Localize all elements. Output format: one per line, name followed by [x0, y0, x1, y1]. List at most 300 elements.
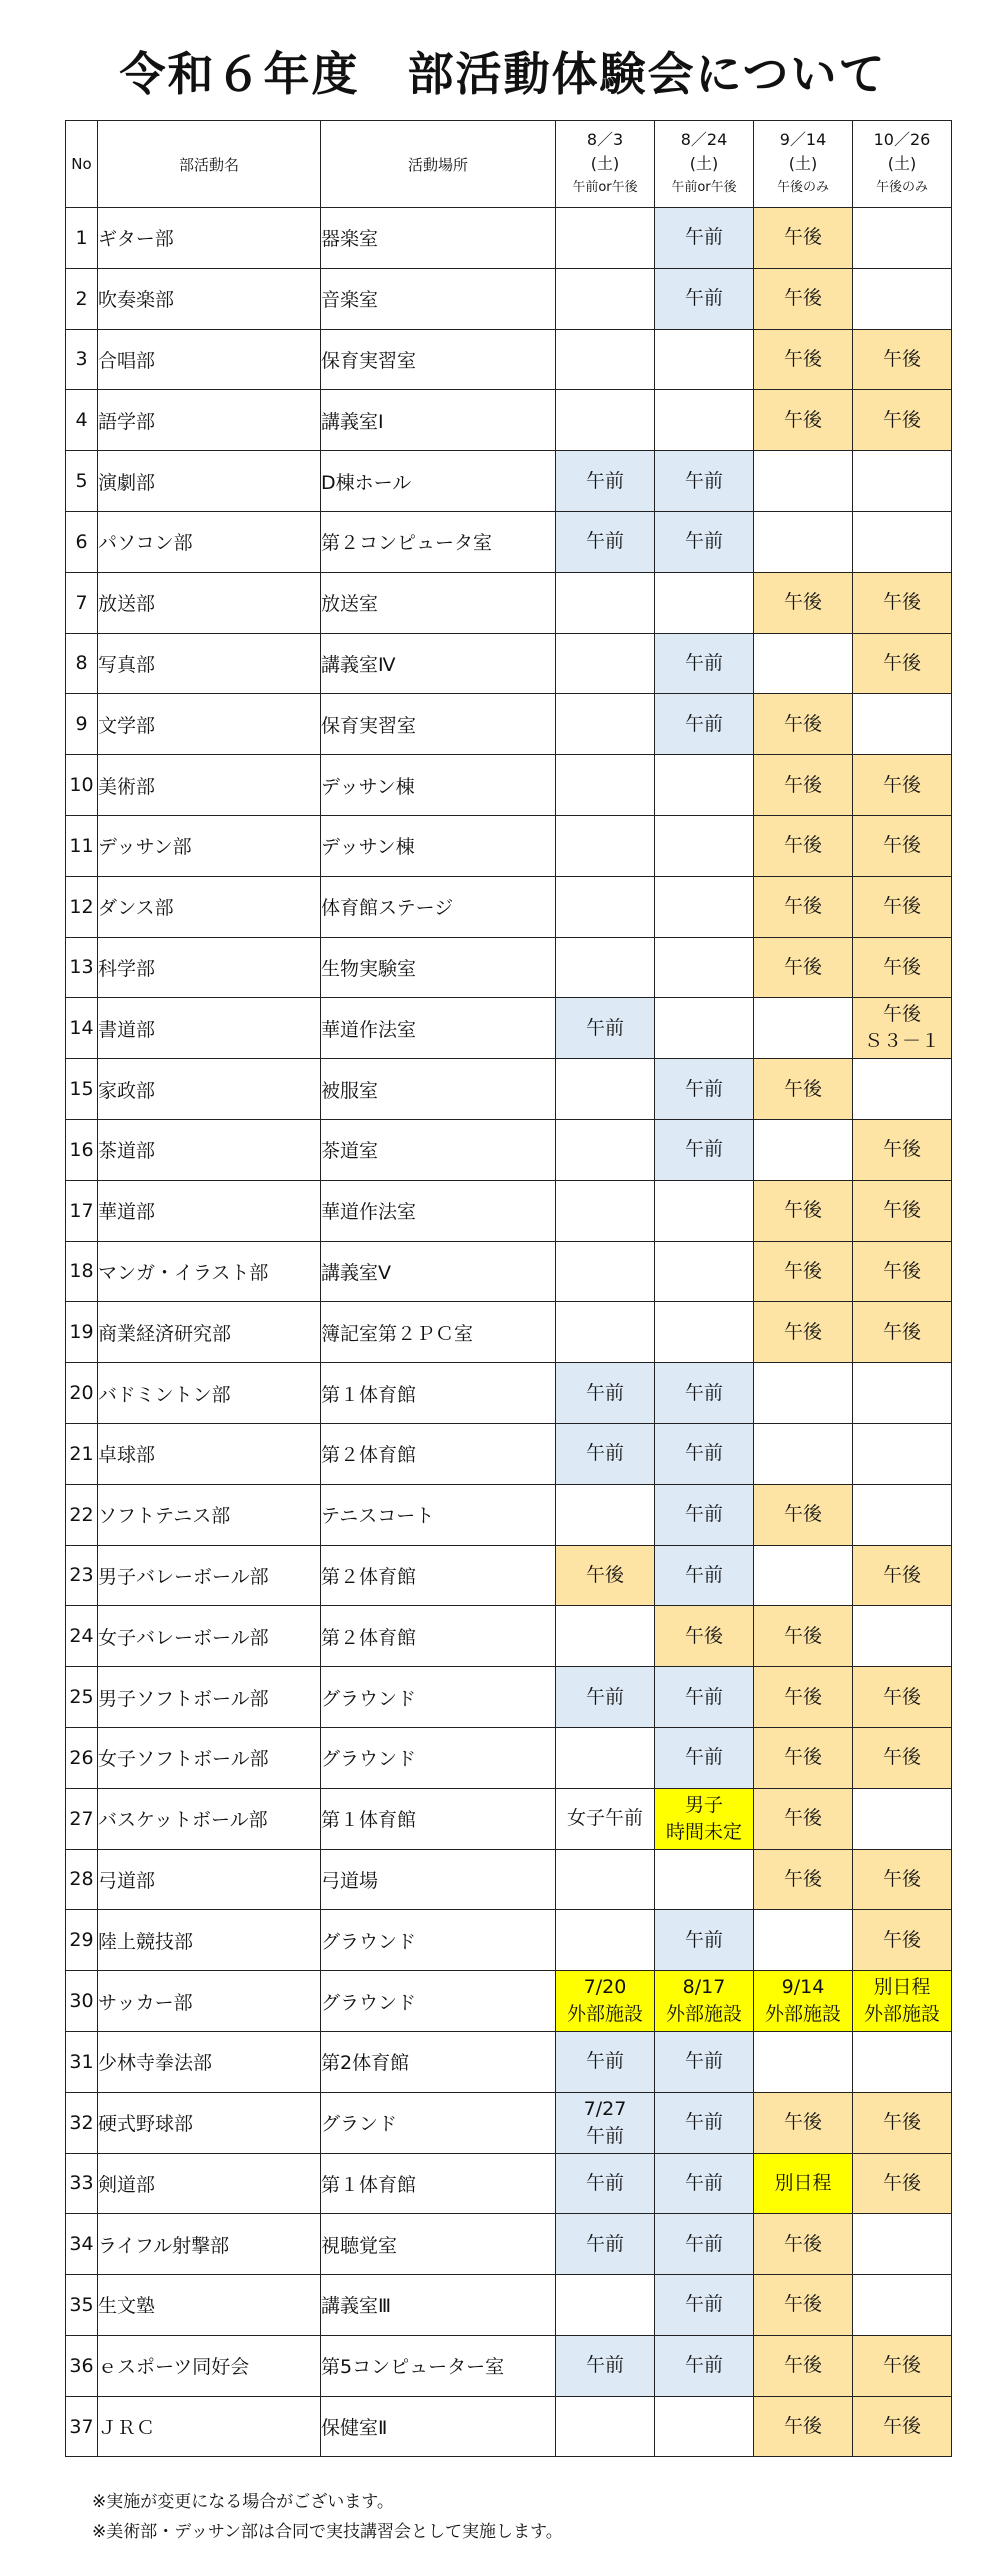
schedule-text: 午前 [684, 2293, 723, 2316]
schedule-cell [655, 755, 754, 816]
schedule-cell [556, 511, 655, 572]
club-name: サッカー部 [98, 1971, 321, 2032]
schedule-cell [754, 1788, 853, 1849]
activity-place: 第5コンピューター室 [321, 2335, 556, 2396]
table-row [66, 1727, 952, 1788]
schedule-cell [853, 451, 952, 512]
schedule-cell [853, 390, 952, 451]
schedule-text: 午前 [585, 1685, 624, 1708]
schedule-cell [754, 2396, 853, 2457]
row-number: 32 [66, 2092, 98, 2153]
schedule-text: 午後 [882, 408, 921, 431]
table-row [66, 511, 952, 572]
schedule-cell [853, 511, 952, 572]
schedule-cell [556, 694, 655, 755]
schedule-cell [754, 1727, 853, 1788]
schedule-text: 午前 [684, 651, 723, 674]
schedule-text: 女子午前 [566, 1807, 643, 1830]
schedule-text: 午後 [783, 1807, 822, 1830]
schedule-text: 午前 [684, 2232, 723, 2255]
schedule-cell [754, 2031, 853, 2092]
schedule-cell [853, 1119, 952, 1180]
schedule-text: 午後 [882, 955, 921, 978]
schedule-cell [556, 1971, 655, 2032]
schedule-cell [754, 572, 853, 633]
header-date-4 [853, 121, 952, 208]
schedule-cell [655, 1059, 754, 1120]
notes [92, 2487, 563, 2547]
schedule-cell [754, 1971, 853, 2032]
club-name: 書道部 [98, 998, 321, 1059]
row-number: 36 [66, 2335, 98, 2396]
schedule-text: 午前 [585, 469, 624, 492]
header-date-3-date: 9／14 [779, 130, 827, 149]
schedule-cell [556, 268, 655, 329]
schedule-text: 午前 [684, 1138, 723, 1161]
club-name: ｅスポーツ同好会 [98, 2335, 321, 2396]
table-row [66, 694, 952, 755]
schedule-cell [655, 1727, 754, 1788]
table-row [66, 1302, 952, 1363]
activity-place: D棟ホール [321, 451, 556, 512]
activity-place: 華道作法室 [321, 998, 556, 1059]
club-name: 女子ソフトボール部 [98, 1727, 321, 1788]
activity-place: テニスコート [321, 1484, 556, 1545]
activity-place: 第１体育館 [321, 1363, 556, 1424]
header-row [66, 121, 952, 208]
header-date-3-note: 午後のみ [776, 180, 829, 195]
schedule-cell [655, 1484, 754, 1545]
table-row [66, 1119, 952, 1180]
schedule-cell [655, 876, 754, 937]
schedule-text: 午後 [783, 2293, 822, 2316]
schedule-text: 午後 [783, 226, 822, 249]
table-row [66, 451, 952, 512]
schedule-cell [556, 1241, 655, 1302]
schedule-cell [853, 755, 952, 816]
schedule-text: 午後 [783, 347, 822, 370]
row-number: 14 [66, 998, 98, 1059]
schedule-cell [853, 1423, 952, 1484]
table-row [66, 268, 952, 329]
club-name: マンガ・イラスト部 [98, 1241, 321, 1302]
schedule-cell [655, 2153, 754, 2214]
schedule-cell [754, 390, 853, 451]
schedule-cell [853, 1484, 952, 1545]
header-date-3-day: (土) [788, 154, 818, 173]
schedule-cell [556, 1545, 655, 1606]
row-number: 4 [66, 390, 98, 451]
schedule-cell [754, 1059, 853, 1120]
schedule-text: 午後 [783, 287, 822, 310]
club-name: ライフル射撃部 [98, 2214, 321, 2275]
schedule-text: 午前 [684, 2354, 723, 2377]
schedule-text: 午後 [882, 2171, 921, 2194]
schedule-cell [556, 1363, 655, 1424]
schedule-cell [754, 451, 853, 512]
schedule-text: 別日程 [774, 2171, 832, 2194]
schedule-cell [655, 1849, 754, 1910]
table-row [66, 2335, 952, 2396]
activity-place: 音楽室 [321, 268, 556, 329]
row-number: 3 [66, 329, 98, 390]
schedule-cell [556, 1180, 655, 1241]
schedule-cell [853, 1606, 952, 1667]
activity-place: デッサン棟 [321, 815, 556, 876]
header-date-2-day: (土) [689, 154, 719, 173]
schedule-cell [655, 1119, 754, 1180]
activity-place: 講義室Ⅳ [321, 633, 556, 694]
note-line: ※実施が変更になる場合がございます。 [92, 2492, 394, 2512]
schedule-text: 午前 [684, 1563, 723, 1586]
schedule-text: 午後 [783, 1867, 822, 1890]
schedule-text: 午後 [783, 1624, 822, 1647]
club-name: 卓球部 [98, 1423, 321, 1484]
club-name: 女子バレーボール部 [98, 1606, 321, 1667]
header-date-3 [754, 121, 853, 208]
schedule-text: 午後 [882, 773, 921, 796]
schedule-text: 8/17 [682, 1976, 726, 1998]
activity-place: 体育館ステージ [321, 876, 556, 937]
schedule-cell [853, 1971, 952, 2032]
row-number: 25 [66, 1667, 98, 1728]
activity-place: 講義室Ⅲ [321, 2275, 556, 2336]
schedule-cell [754, 1241, 853, 1302]
activity-place: 器楽室 [321, 208, 556, 269]
schedule-cell [754, 1484, 853, 1545]
table-row [66, 2153, 952, 2214]
activity-place: 第２体育館 [321, 1545, 556, 1606]
schedule-cell [655, 937, 754, 998]
schedule-cell [754, 2275, 853, 2336]
schedule-text: 午前 [684, 1746, 723, 1769]
club-name: 家政部 [98, 1059, 321, 1120]
club-name: 合唱部 [98, 329, 321, 390]
row-number: 34 [66, 2214, 98, 2275]
row-number: 20 [66, 1363, 98, 1424]
table-row [66, 2214, 952, 2275]
table-row [66, 876, 952, 937]
schedule-text: 午後 [783, 895, 822, 918]
table-row [66, 998, 952, 1059]
table-row [66, 633, 952, 694]
activity-place: 第２体育館 [321, 1423, 556, 1484]
activity-place: 放送室 [321, 572, 556, 633]
schedule-text: 午後 [882, 347, 921, 370]
schedule-text: 午後 [882, 1685, 921, 1708]
schedule-cell [754, 937, 853, 998]
schedule-text: 午前 [585, 1381, 624, 1404]
club-name: 少林寺拳法部 [98, 2031, 321, 2092]
row-number: 22 [66, 1484, 98, 1545]
schedule-cell [655, 633, 754, 694]
header-date-1-day: (土) [590, 154, 620, 173]
schedule-cell [556, 998, 655, 1059]
table-row [66, 2092, 952, 2153]
schedule-cell [655, 2335, 754, 2396]
schedule-cell [655, 329, 754, 390]
schedule-cell [754, 268, 853, 329]
schedule-text: 午後 [882, 1563, 921, 1586]
club-name: ＪＲＣ [98, 2396, 321, 2457]
table-row [66, 815, 952, 876]
schedule-text: 別日程 [873, 1976, 931, 1998]
club-name: 科学部 [98, 937, 321, 998]
schedule-cell [556, 2031, 655, 2092]
row-number: 10 [66, 755, 98, 816]
table-row [66, 2275, 952, 2336]
schedule-cell [853, 329, 952, 390]
club-name: 男子ソフトボール部 [98, 1667, 321, 1728]
schedule-cell [754, 1302, 853, 1363]
schedule-text: 午前 [684, 1928, 723, 1951]
schedule-cell [556, 572, 655, 633]
schedule-text: 午前 [684, 1503, 723, 1526]
activity-place: 被服室 [321, 1059, 556, 1120]
club-name: ソフトテニス部 [98, 1484, 321, 1545]
club-name: 写真部 [98, 633, 321, 694]
schedule-text: 午後 [783, 1685, 822, 1708]
schedule-text: 午後 [882, 1138, 921, 1161]
schedule-cell [754, 1667, 853, 1728]
row-number: 8 [66, 633, 98, 694]
schedule-cell [556, 1302, 655, 1363]
schedule-text: 午後 [882, 651, 921, 674]
table-row [66, 1363, 952, 1424]
row-number: 37 [66, 2396, 98, 2457]
table-row [66, 1606, 952, 1667]
activity-place: 保育実習室 [321, 694, 556, 755]
schedule-subtext: 時間未定 [665, 1820, 742, 1843]
club-name: 吹奏楽部 [98, 268, 321, 329]
schedule-cell [754, 1119, 853, 1180]
schedule-cell [556, 1788, 655, 1849]
schedule-cell [853, 1241, 952, 1302]
schedule-text: 午前 [585, 2354, 624, 2377]
schedule-text: 午後 [783, 408, 822, 431]
club-name: 生文塾 [98, 2275, 321, 2336]
club-name: デッサン部 [98, 815, 321, 876]
schedule-cell [754, 208, 853, 269]
schedule-text: 午前 [684, 1381, 723, 1404]
row-number: 2 [66, 268, 98, 329]
table-row [66, 572, 952, 633]
header-date-1-note: 午前or午後 [572, 180, 638, 195]
schedule-text: 午後 [882, 591, 921, 614]
schedule-cell [556, 2396, 655, 2457]
activity-place: グラウンド [321, 1971, 556, 2032]
row-number: 21 [66, 1423, 98, 1484]
table-row [66, 1423, 952, 1484]
schedule-cell [655, 1667, 754, 1728]
schedule-cell [655, 511, 754, 572]
schedule-cell [655, 1910, 754, 1971]
schedule-cell [556, 1667, 655, 1728]
schedule-text: 午後 [882, 1199, 921, 1222]
schedule-text: 午後 [882, 1259, 921, 1282]
schedule-text: 午後 [882, 1928, 921, 1951]
schedule-cell [655, 2214, 754, 2275]
schedule-cell [853, 2396, 952, 2457]
schedule-cell [853, 268, 952, 329]
schedule-cell [853, 1788, 952, 1849]
table-row [66, 755, 952, 816]
schedule-cell [655, 208, 754, 269]
activity-place: 第２コンピュータ室 [321, 511, 556, 572]
schedule-cell [853, 2214, 952, 2275]
schedule-text: 午前 [684, 2111, 723, 2134]
schedule-text: 午後 [882, 2415, 921, 2438]
schedule-cell [655, 1545, 754, 1606]
table-row [66, 208, 952, 269]
schedule-cell [556, 2092, 655, 2153]
header-no: No [66, 121, 98, 208]
row-number: 12 [66, 876, 98, 937]
schedule-cell [556, 2214, 655, 2275]
row-number: 16 [66, 1119, 98, 1180]
schedule-subtext: 外部施設 [863, 2003, 940, 2025]
schedule-subtext: 外部施設 [566, 2003, 643, 2025]
schedule-cell [655, 1971, 754, 2032]
row-number: 27 [66, 1788, 98, 1849]
schedule-text: 午後 [783, 773, 822, 796]
schedule-cell [754, 1180, 853, 1241]
club-name: 弓道部 [98, 1849, 321, 1910]
activity-place: 簿記室第２ＰＣ室 [321, 1302, 556, 1363]
schedule-cell [853, 1849, 952, 1910]
schedule-cell [655, 572, 754, 633]
schedule-cell [754, 1423, 853, 1484]
schedule-cell [556, 208, 655, 269]
table-row [66, 1910, 952, 1971]
schedule-cell [853, 1545, 952, 1606]
schedule-text: 午後 [882, 1320, 921, 1343]
table-row [66, 1971, 952, 2032]
schedule-cell [754, 329, 853, 390]
schedule-cell [655, 2031, 754, 2092]
row-number: 30 [66, 1971, 98, 2032]
activity-place: 華道作法室 [321, 1180, 556, 1241]
schedule-cell [853, 2335, 952, 2396]
row-number: 28 [66, 1849, 98, 1910]
table-row [66, 1180, 952, 1241]
row-number: 6 [66, 511, 98, 572]
schedule-cell [754, 2092, 853, 2153]
table-row [66, 329, 952, 390]
schedule-cell [853, 2153, 952, 2214]
row-number: 5 [66, 451, 98, 512]
row-number: 13 [66, 937, 98, 998]
club-name: 陸上競技部 [98, 1910, 321, 1971]
row-number: 11 [66, 815, 98, 876]
schedule-cell [853, 2092, 952, 2153]
schedule-cell [754, 1910, 853, 1971]
row-number: 29 [66, 1910, 98, 1971]
activity-place: 講義室Ⅰ [321, 390, 556, 451]
row-number: 15 [66, 1059, 98, 1120]
schedule-cell [754, 2335, 853, 2396]
schedule-cell [853, 1910, 952, 1971]
schedule-text: 午後 [882, 1867, 921, 1890]
schedule-text: 午後 [882, 1003, 921, 1026]
schedule-cell [655, 694, 754, 755]
schedule-cell [556, 1910, 655, 1971]
table-row [66, 1667, 952, 1728]
schedule-text: 午後 [783, 2354, 822, 2377]
schedule-cell [556, 633, 655, 694]
schedule-text: 午後 [783, 834, 822, 857]
table-row [66, 1849, 952, 1910]
schedule-cell [556, 1849, 655, 1910]
row-number: 7 [66, 572, 98, 633]
schedule-cell [655, 2275, 754, 2336]
activity-place: 生物実験室 [321, 937, 556, 998]
schedule-cell [853, 1059, 952, 1120]
schedule-cell [853, 937, 952, 998]
schedule-text: 午後 [783, 2415, 822, 2438]
schedule-text: 午後 [882, 2111, 921, 2134]
schedule-cell [556, 2275, 655, 2336]
schedule-cell [655, 1606, 754, 1667]
schedule-cell [853, 633, 952, 694]
schedule-text: 午後 [783, 712, 822, 735]
schedule-cell [655, 390, 754, 451]
schedule-cell [754, 1606, 853, 1667]
schedule-cell [853, 815, 952, 876]
activity-place: 講義室Ⅴ [321, 1241, 556, 1302]
header-date-4-date: 10／26 [873, 130, 931, 149]
header-date-2-date: 8／24 [680, 130, 728, 149]
schedule-text: 午前 [585, 1442, 624, 1465]
schedule-cell [754, 998, 853, 1059]
schedule-cell [754, 511, 853, 572]
schedule-cell [655, 1302, 754, 1363]
activity-place: 第１体育館 [321, 1788, 556, 1849]
schedule-text: 午前 [585, 2232, 624, 2255]
table-row [66, 1788, 952, 1849]
schedule-cell [556, 329, 655, 390]
schedule-text: 午前 [585, 530, 624, 553]
page-title: 令和６年度 部活動体験会について [119, 47, 887, 101]
table-body [66, 208, 952, 2457]
row-number: 19 [66, 1302, 98, 1363]
schedule-cell [853, 2275, 952, 2336]
schedule-text: 午後 [783, 1503, 822, 1526]
club-name: 男子バレーボール部 [98, 1545, 321, 1606]
header-place: 活動場所 [321, 121, 556, 208]
schedule-table [65, 120, 952, 2457]
schedule-cell [655, 2092, 754, 2153]
schedule-text: 午後 [882, 895, 921, 918]
schedule-text: 午後 [783, 1077, 822, 1100]
schedule-cell [556, 1727, 655, 1788]
schedule-cell [556, 876, 655, 937]
club-name: バスケットボール部 [98, 1788, 321, 1849]
header-date-2 [655, 121, 754, 208]
activity-place: 保育実習室 [321, 329, 556, 390]
schedule-cell [853, 694, 952, 755]
row-number: 23 [66, 1545, 98, 1606]
table-row [66, 937, 952, 998]
schedule-cell [556, 1119, 655, 1180]
activity-place: グラウンド [321, 1910, 556, 1971]
activity-place: グラウンド [321, 1667, 556, 1728]
schedule-cell [556, 451, 655, 512]
schedule-cell [655, 451, 754, 512]
schedule-text: 午後 [783, 1259, 822, 1282]
club-name: バドミントン部 [98, 1363, 321, 1424]
row-number: 33 [66, 2153, 98, 2214]
